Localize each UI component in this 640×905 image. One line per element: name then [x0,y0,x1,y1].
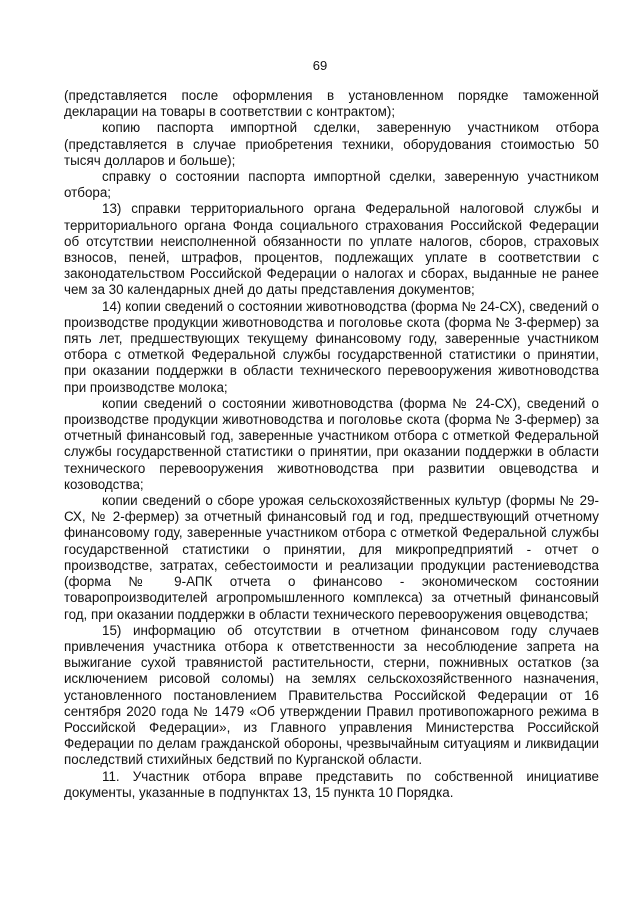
paragraph-import-passport-certificate: справку о состоянии паспорта импортной сделки, заверенную участником отбора; [64,169,599,201]
paragraph-item-14: 14) копии сведений о состоянии животноводства (форма № 24-СХ), сведений о производстве продукции животноводства и поголовье скота (форма № 3-фермер) за пять лет, предшествующих текущему финансовому году, заверенные участником отбора с отметкой Федеральной службы государственной статистики о принятии, при оказании поддержки в области технического перевооружения животноводства при производстве молока; [64,298,599,395]
paragraph-continuation: (представляется после оформления в установленном порядке таможенной декларации на товары в соответствии с контрактом); [64,88,599,120]
paragraph-harvest-copies: копии сведений о сборе урожая сельскохозяйственных культур (формы № 29-СХ, № 2-фермер) за отчетный финансовый год и год, предшествующий отчетному финансовому году, заверенные участником отбора с отметкой Федеральной службы государственной статистики о принятии, для микропредприятий - отчет о производстве, затратах, себестоимости и реализации продукции растениеводства (форма № 9-АПК отчета о финансово - экономическом состоянии товаропроизводителей агропромышленного комплекса) за отчетный финансовый год, при оказании поддержки в области технического перевооружения овцеводства; [64,493,599,622]
paragraph-livestock-copies: копии сведений о состоянии животноводства (форма № 24-СХ), сведений о производстве продукции животноводства и поголовье скота (форма № 3-фермер) за отчетный финансовый год, заверенные участником отбора с отметкой Федеральной службы государственной статистики о принятии, при оказании поддержки в области технического перевооружения животноводства при развитии овцеводства и козоводства; [64,395,599,492]
document-body [64,88,599,801]
paragraph-item-11: 11. Участник отбора вправе представить по собственной инициативе документы, указанные в подпунктах 13, 15 пункта 10 Порядка. [64,768,599,800]
paragraph-import-passport-copy: копию паспорта импортной сделки, заверенную участником отбора (представляется в случае приобретения техники, оборудования стоимостью 50 тысяч долларов и больше); [64,120,599,168]
paragraph-item-13: 13) справки территориального органа Федеральной налоговой службы и территориального органа Фонда социального страхования Российской Федерации об отсутствии неисполненной обязанности по уплате налогов, сборов, страховых взносов, пеней, штрафов, процентов, подлежащих уплате в соответствии с законодательством Российской Федерации о налогах и сборах, выданные не ранее чем за 30 календарных дней до даты представления документов; [64,201,599,298]
paragraph-item-15: 15) информацию об отсутствии в отчетном финансовом году случаев привлечения участника отбора к ответственности за несоблюдение запрета на выжигание сухой травянистой растительности, стерни, пожнивных остатков (за исключением рисовой соломы) на землях сельскохозяйственного назначения, установленного постановлением Правительства Российской Федерации от 16 сентября 2020 года № 1479 «Об утверждении Правил противопожарного режима в Российской Федерации», из Главного управления Министерства Российской Федерации по делам гражданской обороны, чрезвычайным ситуациям и ликвидации последствий стихийных бедствий по Курганской области. [64,622,599,768]
page-number: 69 [312,58,328,73]
